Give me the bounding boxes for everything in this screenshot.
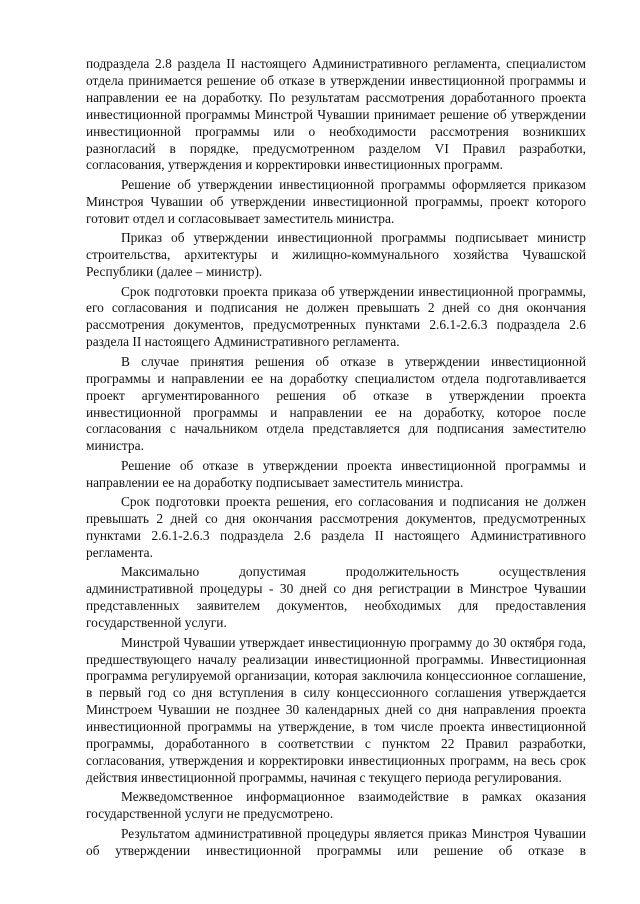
paragraph-continuation: подраздела 2.8 раздела II настоящего Административного регламента, специалистом отдела принимается решение об отказе в утверждении инвестиционной программы и направлении ее на доработку. По результатам рассмотрения доработанного проекта инвестиционной программы Минстрой Чувашии принимает решение об утверждении инвестиционной программы или о необходимости рассмотрения возникших разногласий в порядке, предусмотренном разделом VI Правил разработки, согласования, утверждения и корректировки инвестиционных программ. bbox=[86, 56, 586, 173]
paragraph-interagency: Межведомственное информационное взаимодействие в рамках оказания государственной услуги не предусмотрено. bbox=[86, 789, 586, 822]
paragraph-refusal-case: В случае принятия решения об отказе в утверждении инвестиционной программы и направлении ее на доработку специалистом отдела подготавливается проект аргументированного решения об отказе в утверждении проекта инвестиционной программы и направлении ее на доработку, которое после согласования с начальником отдела представляется для подписания заместителю министра. bbox=[86, 353, 586, 454]
paragraph-approval-date: Минстрой Чувашии утверждает инвестиционную программу до 30 октября года, предшествующего началу реализации инвестиционной программы. Инвестиционная программа регулируемой организации, которая заключила концессионное соглашение, в первый год со дня вступления в силу концессионного соглашения утверждается Минстроем Чувашии не позднее 30 календарных дней со дня направления проекта инвестиционной программы на утверждение, в том числе проекта инвестиционной программы, доработанного в соответствии с пунктом 22 Правил разработки, согласования, утверждения и корректировки инвестиционных программ, на весь срок действия инвестиционной программы, начиная с текущего периода регулирования. bbox=[86, 634, 586, 785]
paragraph-refusal-deadline: Срок подготовки проекта решения, его согласования и подписания не должен превышать 2 дней со дня окончания рассмотрения документов, предусмотренных пунктами 2.6.1-2.6.3 подраздела 2.6 раздела II настоящего Административного регламента. bbox=[86, 494, 586, 560]
document-page bbox=[86, 56, 586, 862]
paragraph-approval-order: Решение об утверждении инвестиционной программы оформляется приказом Минстроя Чувашии об утверждении инвестиционной программы, проект которого готовит отдел и согласовывает заместитель министра. bbox=[86, 176, 586, 226]
paragraph-order-deadline: Срок подготовки проекта приказа об утверждении инвестиционной программы, его согласования и подписания не должен превышать 2 дней со дня окончания рассмотрения документов, предусмотренных пунктами 2.6.1-2.6.3 подраздела 2.6 раздела II настоящего Административного регламента. bbox=[86, 283, 586, 350]
paragraph-result: Результатом административной процедуры является приказ Минстроя Чувашии об утверждении инвестиционной программы или решение об отказе в bbox=[86, 825, 586, 858]
paragraph-max-duration: Максимально допустимая продолжительность осуществления административной процедуры - 30 дней со дня регистрации в Минстрое Чувашии представленных заявителем документов, необходимых для предоставления государственной услуги. bbox=[86, 564, 586, 631]
paragraph-refusal-signing: Решение об отказе в утверждении проекта инвестиционной программы и направлении ее на доработку подписывает заместитель министра. bbox=[86, 457, 586, 490]
paragraph-minister-signs: Приказ об утверждении инвестиционной программы подписывает министр строительства, архитектуры и жилищно-коммунального хозяйства Чувашской Республики (далее – министр). bbox=[86, 230, 586, 280]
